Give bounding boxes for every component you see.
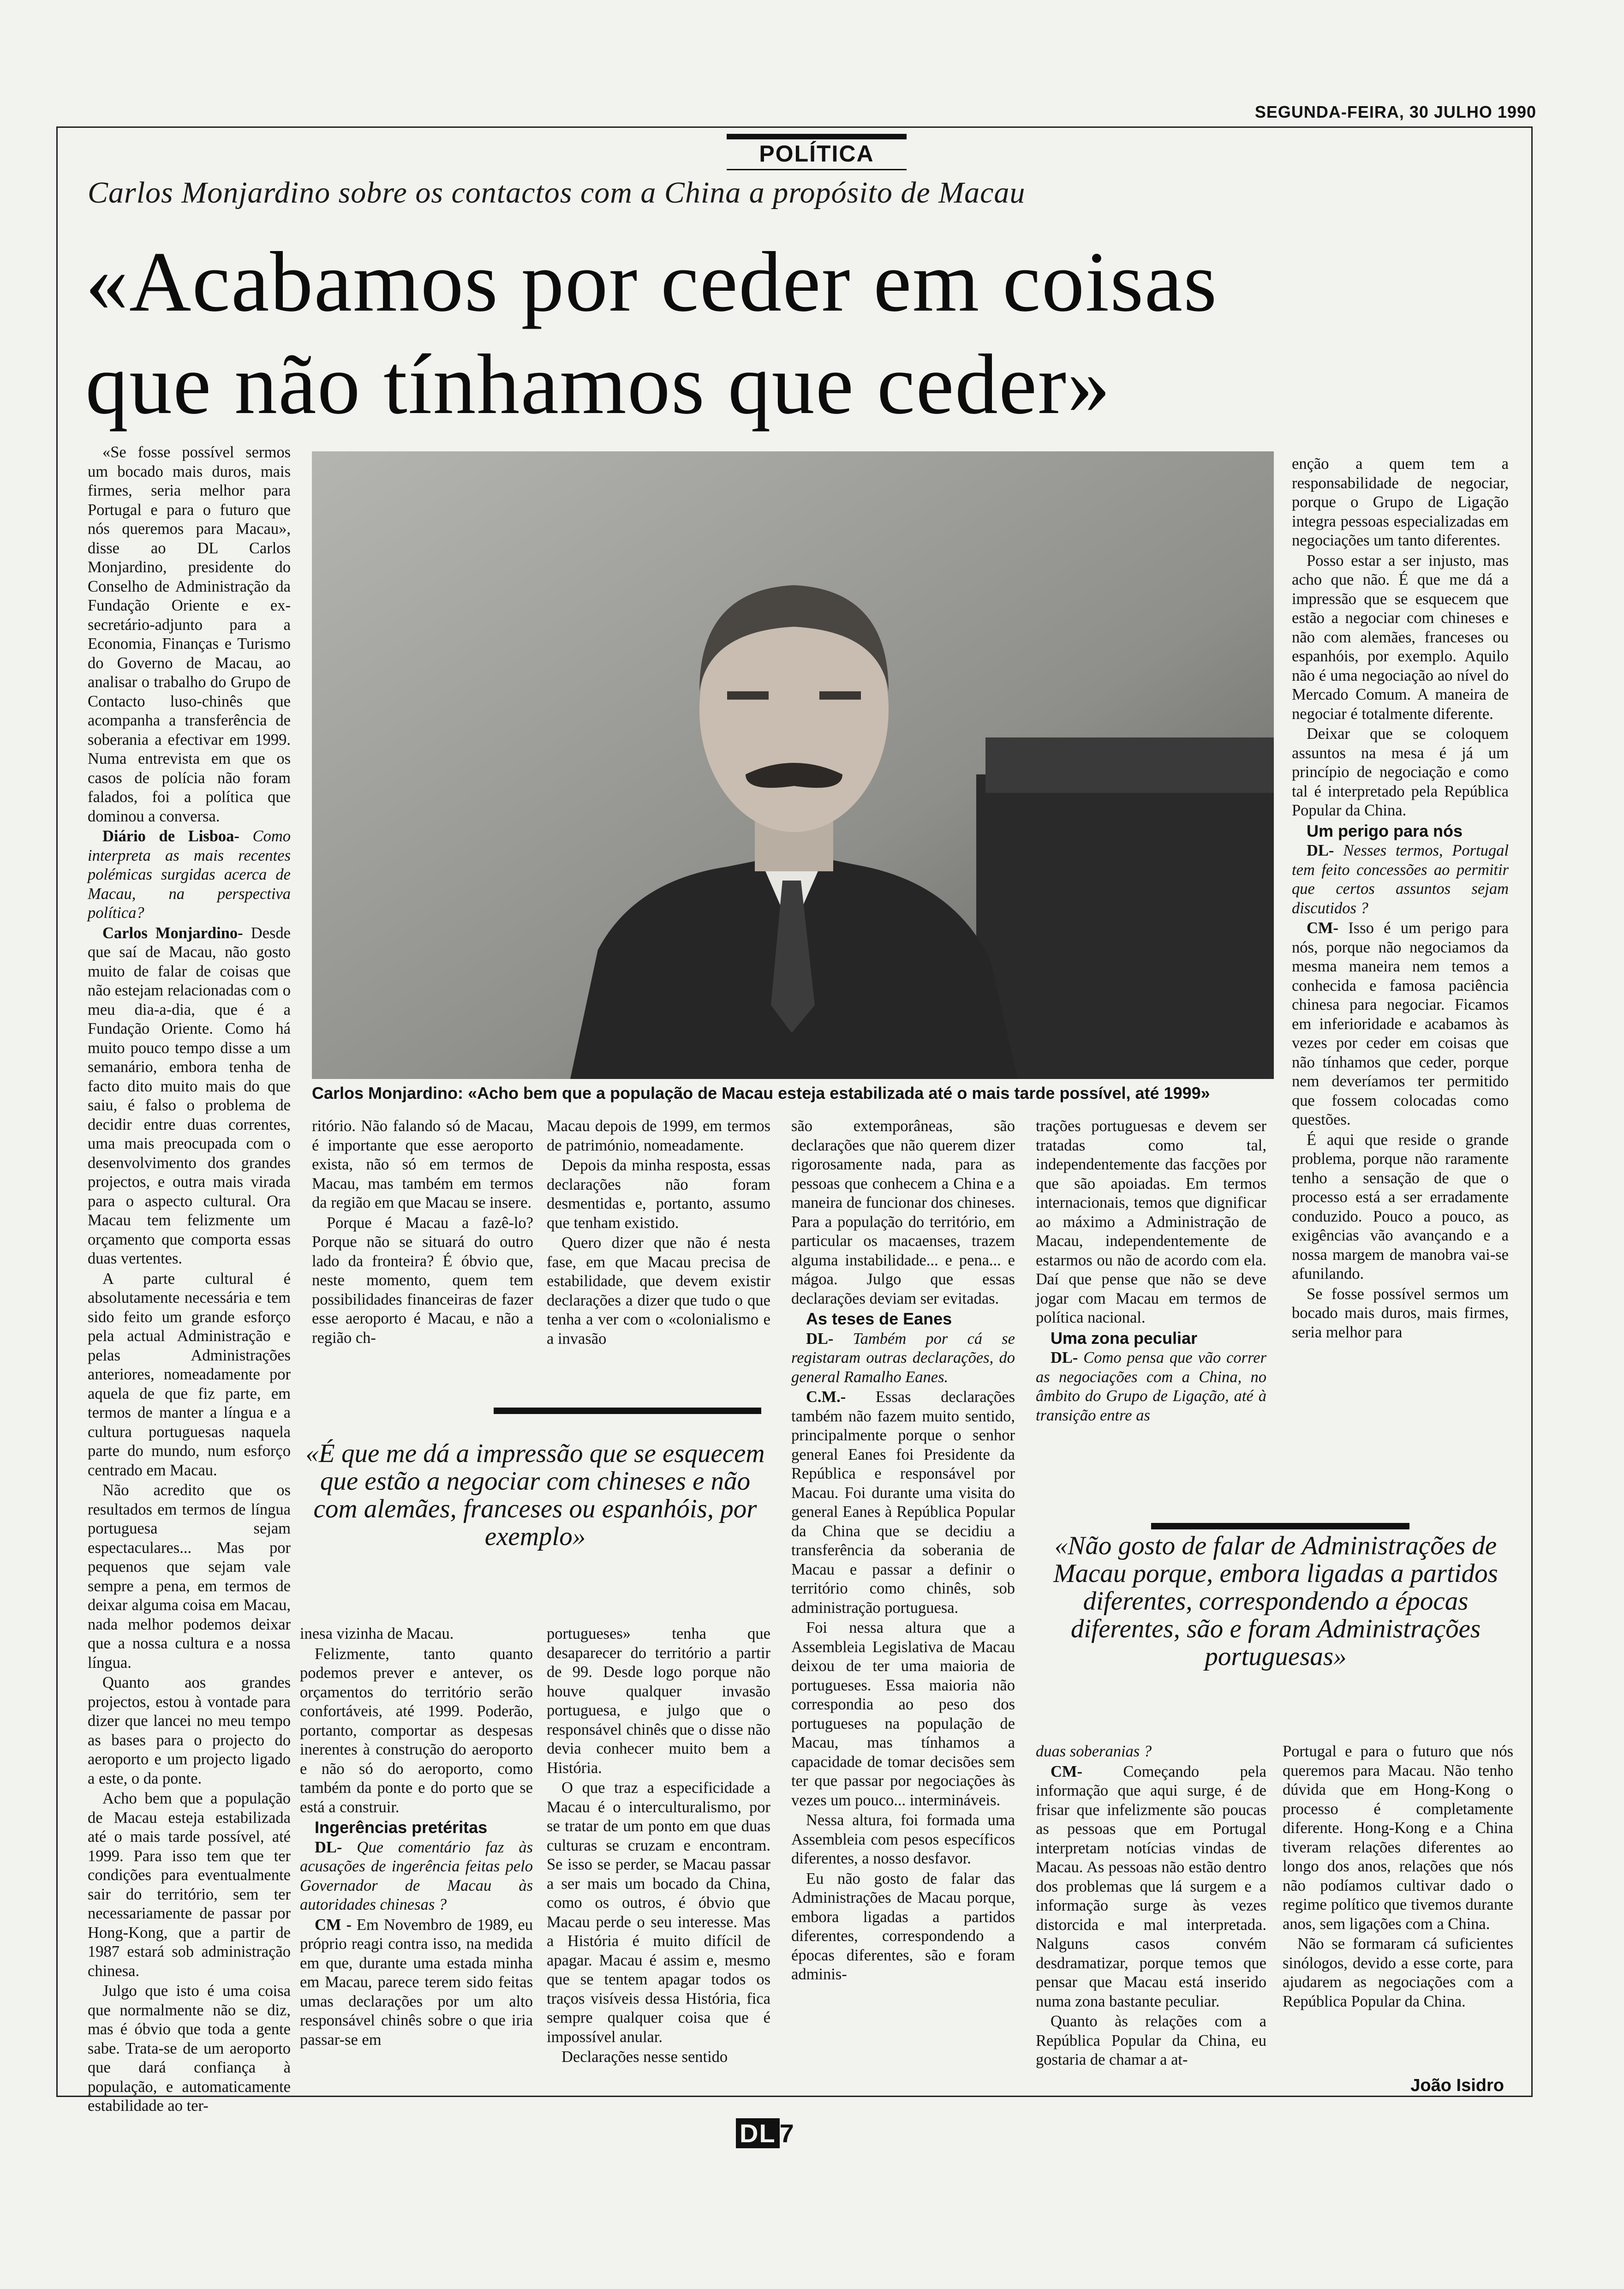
paragraph: Portugal e para o futuro que nós queremos para Macau. Não tenho dúvida que em Hong-Kong o processo é completamente diferente. Hong-Kong e a China tiveram relações diferentes ao longo dos anos, relações que nós não podíamos cultivar dado o regime político que tivemos durante anos, sem ligações com a China. [1283,1743,1513,1933]
paragraph: O que traz a especificidade a Macau é o interculturalismo, por se tratar de um ponto em que duas culturas se cruzam e encontram. Se isso se perder, se Macau passar a ser mais um bocado da China, como os outros, é óbvio que Macau perde o seu interesse. Mas a História é muito difícil de apagar. Macau é assim e, mesmo que se tentem apagar todos os traços visíveis dessa História, fica sempre qualquer coisa que é impossível anular. [547,1779,770,2046]
paragraph: Julgo que isto é uma coisa que normalmente não se diz, mas é óbvio que toda a gente sabe. Trata-se de um aeroporto que dará confiança à população, e automaticamente estabilidade ao ter- [88,1982,291,2115]
question: Também por cá se registaram outras declarações, do general Ramalho Eanes. [791,1330,1015,1386]
paragraph: Quanto aos grandes projectos, estou à vontade para dizer que lancei no meu tempo as bases para o projecto do aeroporto e um projecto ligado a este, o da ponte. [88,1674,291,1787]
paragraph: enção a quem tem a responsabilidade de negociar, porque o Grupo de Ligação integra pessoas especializadas em negociações um tanto diferentes. [1292,455,1509,549]
subheading: As teses de Eanes [806,1309,952,1328]
question: duas soberanias ? [1036,1743,1152,1760]
question: Como pensa que vão correr as negociações com a China, no âmbito do Grupo de Ligação, até à transição entre as [1036,1349,1266,1424]
column-3-top [547,1117,770,1349]
speaker: C.M.- [806,1388,846,1406]
speaker: CM - [315,1916,352,1934]
paragraph: Acho bem que a população de Macau esteja estabilizada até o mais tarde possível, até 1999. Para isso tem que ter condições para eventualmente sair do território, sem ter necessariamente de passar por Hong-Kong, que a partir de 1987 estará sob administração chinesa. [88,1790,291,1980]
byline: João Isidro [1410,2076,1504,2095]
paragraph: Não acredito que os resultados em termos de língua portuguesa sejam espectaculares... Mas por pequenos que sejam vale sempre a pena, em termos de deixar alguma coisa em Macau, nada melhor podemos deixar que a nossa cultura e a nossa língua. [88,1481,291,1672]
paragraph: Não se formaram cá suficientes sinólogos, devido a esse corte, para ajudarem as negociações com a República Popular da China. [1283,1935,1513,2010]
headline-line-2: que não tínhamos que ceder» [85,337,1111,432]
column-3-bottom [547,1624,770,2068]
column-5-bottom [1036,1742,1266,2071]
paragraph: portugueses» tenha que desaparecer do território a partir de 99. Desde logo porque não houve qualquer invasão portuguesa, e julgo que o responsável chinês que o disse não devia conhecer muito bem a História. [547,1625,770,1777]
paragraph: A parte cultural é absolutamente necessária e tem sido feito um grande esforço pela actual Administração e pelas Administrações anteriores, nomeadamente por aquela de que fiz parte, em termos de manter a língua e a cultura portuguesas naquela parte do mundo, num esforço centrado em Macau. [88,1270,291,1479]
speaker: DL- [806,1330,834,1348]
speaker: DL- [1307,842,1334,859]
photo-caption: Carlos Monjardino: «Acho bem que a população de Macau esteja estabilizada até o mais tarde possível, até 1999» [312,1084,1210,1103]
paragraph: Quero dizer que não é nesta fase, em que Macau precisa de estabilidade, que devem existir declarações a dizer que tudo o que tenha a ver com o «colonialismo e a invasão [547,1234,770,1348]
portrait-photo [312,451,1274,1079]
paragraph: Felizmente, tanto quanto podemos prever e antever, os orçamentos do território serão confortáveis, até 1999. Poderão, portanto, comportar as despesas inerentes à construção do aeroporto e não só do aeroporto, como também da ponte e do porto que se está a construir. [300,1645,533,1816]
paragraph: trações portuguesas e devem ser tratadas como tal, independentemente das facções por que são apoiadas. Em termos internacionais, temos que dignificar ao máximo a Administração de Macau, independentemente de estarmos ou não de acordo com ela. Daí que pense que não se deve jogar com Macau em termos de política nacional. [1036,1117,1266,1326]
answer: Começando pela informação que aqui surge, é de frisar que infelizmente são poucas as pessoas que em Portugal interpretam notícias vindas de Macau. As pessoas não estão dentro dos problemas que lá surgem e a informação surge às vezes distorcida e mal interpretada. Nalguns casos convém desdramatizar, porque temos que pensar que Macau está inserido numa zona bastante peculiar. [1036,1762,1266,2010]
speaker: Carlos Monjardino- [102,924,243,942]
question: Que comentário faz às acusações de ingerência feitas pelo Governador de Macau às autoridades chinesas ? [300,1838,533,1913]
question: Como interpreta as mais recentes polémicas surgidas acerca de Macau, na perspectiva política? [88,827,291,922]
speaker: DL- [315,1838,342,1856]
column-1 [88,443,291,2117]
column-2-top [312,1117,533,1348]
answer: Isso é um perigo para nós, porque não negociamos da mesma maneira nem temos a conhecida e famosa paciência chinesa para negociar. Ficamos em inferioridade e acabamos às vezes por ceder em coisas que não tínhamos que ceder, porque nem deveríamos ter permitido que fossem colocadas como questões. [1292,919,1509,1128]
folio [736,2118,795,2148]
pullquote-right: «Não gosto de falar de Administrações de Macau porque, embora ligadas a partidos diferentes, correspondendo a épocas diferentes, são e foram Administrações portuguesas» [1053,1531,1498,1671]
answer: Desde que saí de Macau, não gosto muito de falar de coisas que não estejam relacionadas com o meu dia-a-dia, que é a Fundação Oriente. Como há muito pouco tempo disse a um semanário, embora tenha de facto dito muito mais do que saiu, é falso o problema de decidir entre duas correntes, uma mais preocupada com o desenvolvimento dos grandes projectos, e outra mais virada para o aspecto cultural. Ora Macau tem felizmente um orçamento que comporta essas duas vertentes. [88,924,291,1267]
paragraph: Porque é Macau a fazê-lo? Porque não se situará do outro lado da fronteira? É óbvio que, neste momento, quem tem possibilidades financeiras de fazer esse aeroporto é Macau, e não a região ch- [312,1214,533,1347]
subheading: Uma zona peculiar [1051,1328,1198,1348]
portrait-illustration [312,451,1274,1079]
paragraph: «Se fosse possível sermos um bocado mais duros, mais firmes, seria melhor para Portugal e para o futuro que nós queremos para Macau», disse ao DL Carlos Monjardino, presidente do Conselho de Administração da Fundação Oriente e ex-secretário-adjunto para a Economia, Finanças e Turismo do Governo de Macau, ao analisar o trabalho do Grupo de Contacto luso-chinês que acompanha a transferência de soberania a efectivar em 1999. Numa entrevista em que os casos de polícia não foram falados, foi a política que dominou a conversa. [88,443,291,825]
paragraph: Quanto às relações com a República Popular da China, eu gostaria de chamar a at- [1036,2013,1266,2068]
subheading: Um perigo para nós [1307,821,1463,840]
section-rule [727,169,907,170]
answer: Essas declarações também não fazem muito sentido, principalmente porque o senhor general Eanes foi Presidente da República e responsável por Macau. Foi durante uma visita do general Eanes à República Popular da China que se decidiu a transferência da soberania de Macau e passar a definir o território como chinês, sob administração portuguesa. [791,1388,1015,1617]
column-5-top [1036,1117,1266,1426]
column-6-bottom [1283,1742,1513,2012]
kicker: Carlos Monjardino sobre os contactos com a China a propósito de Macau [88,176,1026,210]
paragraph: Posso estar a ser injusto, mas acho que não. É que me dá a impressão que se esquecem que estão a negociar com chineses e não com alemães, franceses ou espanhóis, por exemplo. Aquilo não é uma negociação ao nível do Mercado Comum. A maneira de negociar é totalmente diferente. [1292,551,1509,723]
paragraph: Eu não gosto de falar das Administrações de Macau porque, embora ligadas a partidos diferentes, correspondendo a épocas diferentes, são e foram adminis- [791,1870,1015,1983]
section-bar [727,134,907,139]
answer: Em Novembro de 1989, eu próprio reagi contra isso, na medida em que, durante uma estada minha em Macau, parece terem sido feitas umas declarações por um alto responsável chinês sobre o que iria passar-se em [300,1916,533,2049]
page-number: 7 [779,2119,795,2148]
headline-line-1: «Acabamos por ceder em coisas [85,234,1218,330]
paragraph: Depois da minha resposta, essas declarações não foram desmentidas e, portanto, assumo que tenham existido. [547,1156,770,1232]
pullquote-left: «É que me dá a impressão que se esquecem que estão a negociar com chineses e não com alemães, franceses ou espanhóis, por exemplo» [305,1439,765,1551]
column-6 [1292,455,1509,1343]
paragraph: ritório. Não falando só de Macau, é importante que esse aeroporto exista, não só em termos de Macau, mas também em termos da região em que Macau se insere. [312,1117,533,1211]
paragraph: É aqui que reside o grande problema, porque não raramente tenho a sensação de que o processo está a ser erradamente conduzido. Pouco a pouco, as exigências vão avançando e a nossa margem de manobra vai-se afunilando. [1292,1131,1509,1282]
section-label: POLÍTICA [759,141,874,167]
column-4 [791,1117,1015,1985]
paragraph: Declarações nesse sentido [561,2048,728,2066]
subheading: Ingerências pretéritas [315,1818,488,1837]
speaker: CM- [1307,919,1338,937]
paragraph: são extemporâneas, são declarações que não querem dizer rigorosamente nada, para as pessoas que conhecem a China e a maneira de funcionar dos chineses. Para a população do território, em particular os macaenses, trazem alguma instabilidade... e pena... e mágoa. Julgo que essas declarações deviam ser evitadas. [791,1117,1015,1307]
speaker: DL- [1051,1349,1078,1366]
date-line: SEGUNDA-FEIRA, 30 JULHO 1990 [1254,102,1536,121]
paragraph: Foi nessa altura que a Assembleia Legislativa de Macau deixou de ter uma maioria de portugueses. Essa maioria não correspondia ao peso dos portugueses na população de Macau, mas tínhamos a capacidade de tomar decisões sem ter que passar por negociações às vezes um pouco... intermináveis. [791,1619,1015,1809]
column-2-bottom [300,1624,533,2050]
paragraph: inesa vizinha de Macau. [300,1625,454,1642]
pullquote-bar [494,1408,761,1414]
pullquote-bar [1151,1523,1409,1529]
question: Nesses termos, Portugal tem feito concessões ao permitir que certos assuntos sejam discutidos ? [1292,842,1509,917]
headline [85,231,1469,436]
folio-logo: DL [736,2118,780,2148]
speaker: CM- [1051,1762,1082,1780]
paragraph: Nessa altura, foi formada uma Assembleia com pesos específicos diferentes, a nosso desfavor. [791,1811,1015,1867]
paragraph: Deixar que se coloquem assuntos na mesa é já um princípio de negociação e como tal é interpretado pela República Popular da China. [1292,725,1509,819]
speaker: Diário de Lisboa- [102,827,239,845]
paragraph: Macau depois de 1999, em termos de património, nomeadamente. [547,1117,770,1154]
paragraph: Se fosse possível sermos um bocado mais duros, mais firmes, seria melhor para [1292,1285,1509,1341]
